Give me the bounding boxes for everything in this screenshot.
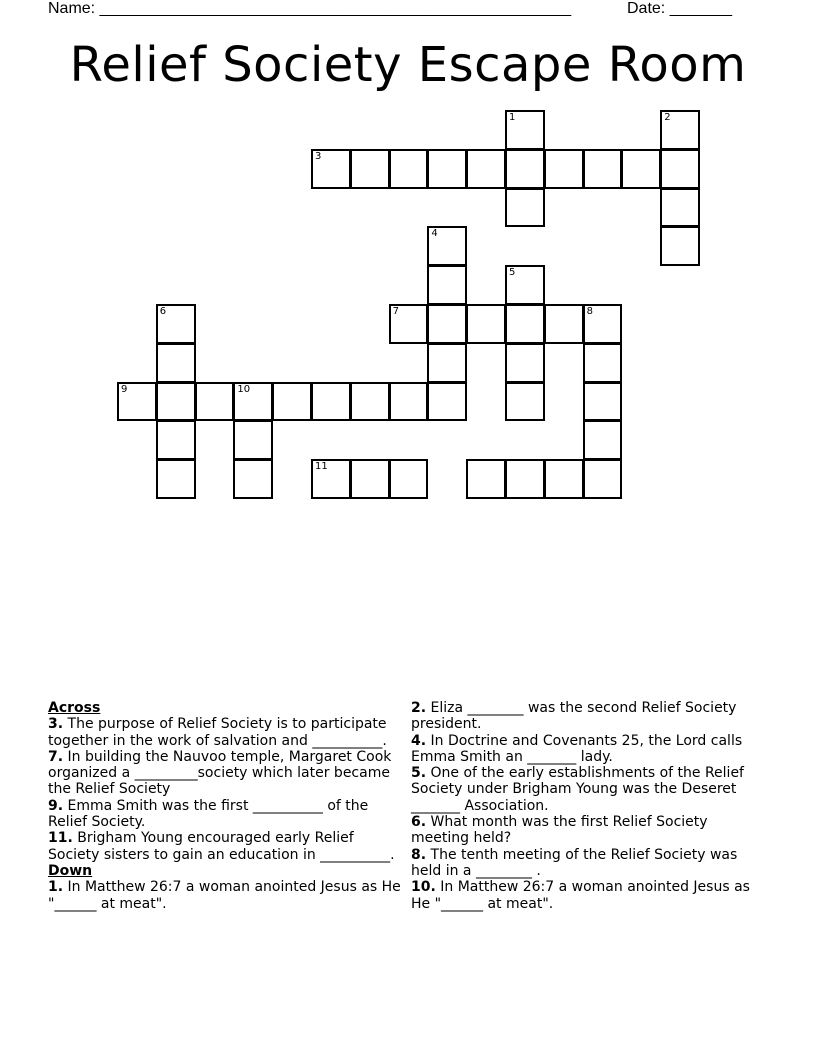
clue-item-number: 10. <box>411 879 436 896</box>
clues-right-column <box>411 700 769 912</box>
crossword-cell[interactable] <box>117 382 157 422</box>
crossword-cell[interactable] <box>583 382 623 422</box>
crossword-cell[interactable] <box>427 226 467 266</box>
crossword-cell[interactable] <box>660 226 700 266</box>
clue-item-text: Emma Smith was the first __________ of the Relief Society. <box>48 797 369 831</box>
crossword-cell[interactable] <box>505 110 545 150</box>
crossword-cell[interactable] <box>466 304 506 344</box>
clue-item-number: 2. <box>411 700 427 716</box>
crossword-cell[interactable] <box>505 188 545 228</box>
crossword-cell[interactable] <box>583 343 623 383</box>
page-title: Relief Society Escape Room <box>69 37 747 93</box>
crossword-cell[interactable] <box>350 459 390 499</box>
clue-number: 6 <box>159 306 167 317</box>
crossword-grid <box>0 0 816 520</box>
clue-item-number: 4. <box>411 732 427 749</box>
crossword-cell[interactable] <box>505 459 545 499</box>
crossword-cell[interactable] <box>544 459 584 499</box>
crossword-cell[interactable] <box>505 304 545 344</box>
clue-item-number: 5. <box>411 765 427 782</box>
clue-item <box>411 879 769 912</box>
clues-left-column <box>48 700 408 912</box>
crossword-cell[interactable] <box>156 343 196 383</box>
clue-item-number: 8. <box>411 846 427 863</box>
crossword-cell[interactable] <box>583 459 623 499</box>
clue-item-number: 11. <box>48 830 73 847</box>
clue-item <box>48 879 408 912</box>
crossword-cell[interactable] <box>272 382 312 422</box>
clue-number: 5 <box>509 267 516 279</box>
crossword-cell[interactable] <box>156 304 196 344</box>
clue-item <box>411 765 769 814</box>
crossword-cell[interactable] <box>311 382 351 422</box>
crossword-cell[interactable] <box>505 382 545 422</box>
crossword-cell[interactable] <box>427 382 467 422</box>
crossword-cell[interactable] <box>233 459 273 499</box>
crossword-cell[interactable] <box>195 382 235 422</box>
clue-item-text: In Matthew 26:7 a woman anointed Jesus as He "______ at meat". <box>411 879 750 912</box>
crossword-cell[interactable] <box>544 304 584 344</box>
crossword-cell[interactable] <box>660 149 700 189</box>
clue-number: 7 <box>392 306 399 317</box>
name-field[interactable]: Name: _____________________________________________________ <box>48 0 572 17</box>
clue-item-number: 6. <box>411 814 427 831</box>
crossword-cell[interactable] <box>427 343 467 383</box>
clue-item-text: One of the early establishments of the Relief Society under Brigham Young was the Deseret _______ Association. <box>411 765 744 814</box>
crossword-cell[interactable] <box>466 149 506 189</box>
crossword-cell[interactable] <box>660 188 700 228</box>
crossword-cell[interactable] <box>156 420 196 460</box>
crossword-cell[interactable] <box>350 149 390 189</box>
clue-item <box>411 700 769 733</box>
clue-item <box>48 798 408 831</box>
clue-item-number: 1. <box>48 879 64 896</box>
crossword-cell[interactable] <box>544 149 584 189</box>
crossword-cell[interactable] <box>311 459 351 499</box>
crossword-cell[interactable] <box>583 420 623 460</box>
crossword-cell[interactable] <box>466 459 506 499</box>
clue-item-text: The purpose of Relief Society is to participate together in the work of salvation and __________. <box>48 716 387 749</box>
crossword-cell[interactable] <box>311 149 351 189</box>
clue-item-text: Brigham Young encouraged early Relief Society sisters to gain an education in __________. <box>48 830 395 863</box>
crossword-cell[interactable] <box>389 459 429 499</box>
clue-item-text: The tenth meeting of the Relief Society was held in a ________ . <box>411 846 738 879</box>
clue-item-text: In Doctrine and Covenants 25, the Lord calls Emma Smith an _______ lady. <box>411 732 743 765</box>
clue-item-text: What month was the first Relief Society meeting held? <box>411 814 708 847</box>
crossword-cell[interactable] <box>389 149 429 189</box>
clue-item-number: 3. <box>48 716 64 733</box>
crossword-cell[interactable] <box>156 459 196 499</box>
clue-item <box>411 814 769 847</box>
crossword-cell[interactable] <box>389 382 429 422</box>
clue-item-text: Eliza ________ was the second Relief Society president. <box>411 700 737 733</box>
crossword-cell[interactable] <box>233 420 273 460</box>
clue-item-text: In building the Nauvoo temple, Margaret Cook organized a _________society which later became the Relief Society <box>48 748 392 798</box>
crossword-cell[interactable] <box>427 304 467 344</box>
clue-item <box>48 749 408 798</box>
down-heading: Down <box>48 862 93 879</box>
across-heading: Across <box>48 700 101 716</box>
crossword-cell[interactable] <box>505 265 545 305</box>
clue-item <box>411 733 769 766</box>
crossword-cell[interactable] <box>427 149 467 189</box>
crossword-cell[interactable] <box>427 265 467 305</box>
clue-item-number: 7. <box>48 748 64 765</box>
crossword-cell[interactable] <box>505 149 545 189</box>
clue-item-text: In Matthew 26:7 a woman anointed Jesus as He "______ at meat". <box>48 879 401 912</box>
crossword-cell[interactable] <box>350 382 390 422</box>
crossword-cell[interactable] <box>621 149 661 189</box>
clue-number: 9 <box>121 383 128 395</box>
crossword-cell[interactable] <box>660 110 700 150</box>
clue-item <box>48 830 408 863</box>
date-field[interactable]: Date: _______ <box>627 0 732 17</box>
crossword-cell[interactable] <box>583 304 623 344</box>
clue-number: 10 <box>237 383 251 395</box>
clue-item <box>48 716 408 749</box>
crossword-cell[interactable] <box>389 304 429 344</box>
crossword-cell[interactable] <box>583 149 623 189</box>
clue-number: 4 <box>431 228 438 240</box>
clue-number: 3 <box>315 150 322 162</box>
crossword-cell[interactable] <box>156 382 196 422</box>
clue-item <box>411 847 769 880</box>
clue-number: 8 <box>586 306 593 317</box>
clue-number: 1 <box>509 112 516 123</box>
crossword-cell[interactable] <box>233 382 273 422</box>
clue-item-number: 9. <box>48 797 64 814</box>
clue-number: 11 <box>315 461 328 473</box>
crossword-cell[interactable] <box>505 343 545 383</box>
clue-number: 2 <box>664 112 671 123</box>
